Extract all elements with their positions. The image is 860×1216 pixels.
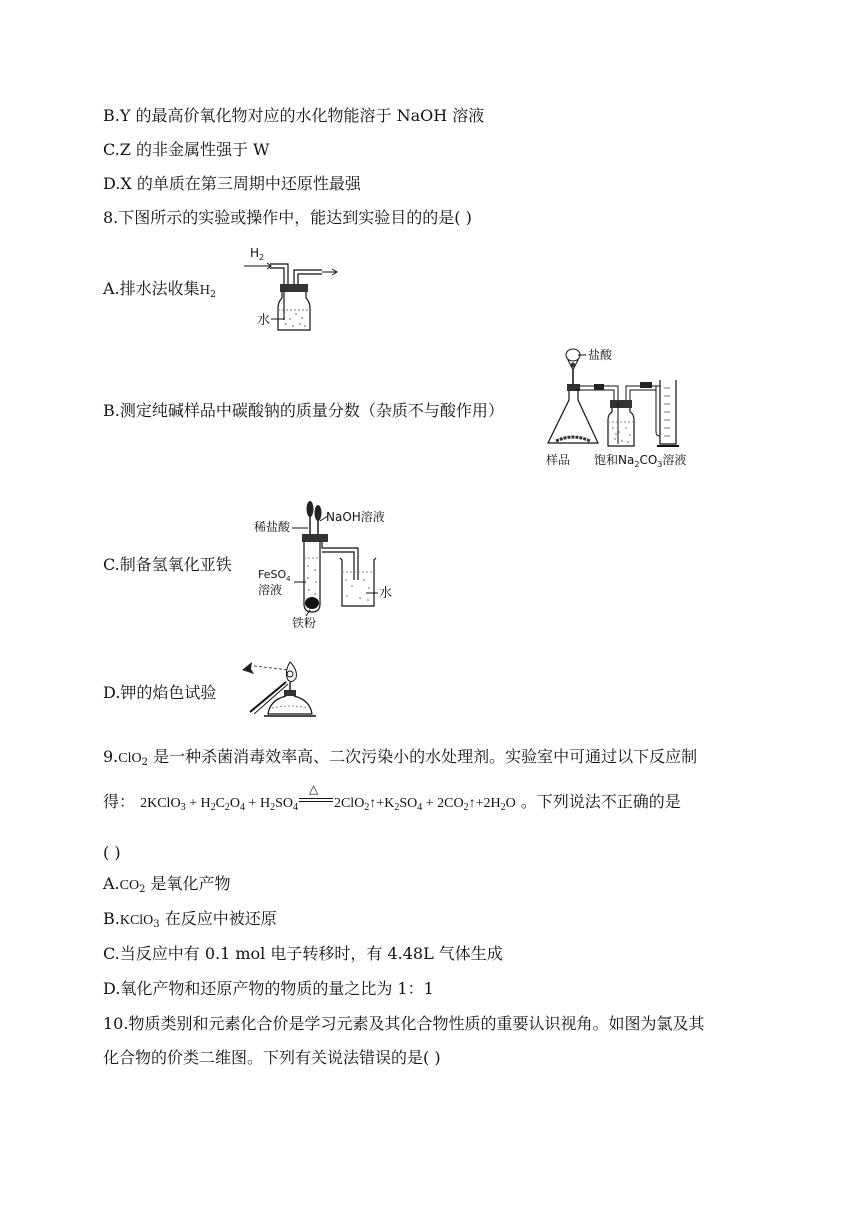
figure-b-solution-label: 饱和$Na_2CO_3$溶液	[594, 453, 687, 469]
figure-c-feso4-label: FeSO$_4$	[258, 568, 291, 583]
q7-option-c: C.Z 的非金属性强于 W	[103, 140, 270, 159]
figure-c-iron-label: 铁粉	[292, 616, 317, 630]
q9-option-c: C.当反应中有 0.1 mol 电子转移时，有 4.48L 气体生成	[103, 944, 503, 963]
q9-number: 9.	[103, 747, 119, 766]
q10-stem-line2: 化合物的价类二维图。下列有关说法错误的是( )	[103, 1048, 441, 1067]
q8-option-c: C.制备氢氧化亚铁	[103, 555, 232, 574]
q9-heat-sign	[299, 782, 333, 808]
q9-option-a: $A.CO_2$ 是氧化产物	[103, 874, 231, 895]
q7-option-b: B.Y 的最高价氧化物对应的水化物能溶于 NaOH 溶液	[103, 106, 485, 125]
figure-b-acid-label: 盐酸	[588, 348, 613, 362]
q9-de: 得：	[103, 792, 136, 811]
figure-d-flame-test	[240, 652, 330, 722]
q8-stem: 8.下图所示的实验或操作中，能达到实验目的的是( )	[103, 208, 472, 227]
q9-heat-triangle: △	[308, 782, 319, 796]
figure-c-solution-label: 溶液	[258, 583, 283, 597]
q8-option-a-h: H	[199, 283, 211, 297]
q9-equation-left: 2KClO$_3$ + $H_2C_2O_4 + H_2SO_4$	[140, 796, 298, 813]
figure-c-naoh-label: NaOH溶液	[326, 510, 385, 524]
q9-stem-tail: 。下列说法不正确的是	[515, 792, 681, 811]
figure-c-hcl-label: 稀盐酸	[254, 520, 291, 534]
figure-b-apparatus	[540, 340, 720, 474]
q8-option-d: D.钾的焰色试验	[103, 683, 217, 702]
q7-option-d: D.X 的单质在第三周期中还原性最强	[103, 174, 361, 193]
q10-stem-line1: 10.物质类别和元素化合价是学习元素及其化合物性质的重要认识视角。如图为氯及其	[103, 1014, 705, 1033]
q8-option-a	[103, 279, 216, 305]
figure-c-apparatus	[248, 496, 408, 632]
figure-b-sample-label: 样品	[546, 453, 571, 467]
q9-stem-text: 是一种杀菌消毒效率高、二次污染小的水处理剂。实验室中可通过以下反应制	[147, 747, 698, 766]
q8-option-a-text: A.排水法收集	[103, 279, 200, 298]
q9-clo2-sub: 2	[141, 757, 148, 768]
figure-a-h2-label: $H_2$	[250, 246, 265, 262]
q9-equation-right: $2ClO_2↑+K_2SO_4$ + $2CO_2↑+2H_2O$	[333, 796, 516, 813]
figure-c-water-label: 水	[379, 586, 393, 601]
q9-equation-line	[103, 782, 681, 818]
q9-option-d: D.氧化产物和还原产物的物质的量之比为 1：1	[103, 979, 434, 998]
q9-answer-paren: ( )	[103, 843, 121, 862]
q9-option-b: B.KClO$_3$ 在反应中被还原	[103, 909, 277, 930]
q8-option-a-sub: 2	[210, 290, 216, 300]
q8-option-b: B.测定纯碱样品中碳酸钠的质量分数（杂质不与酸作用）	[103, 401, 504, 420]
q9-clo2: ClO	[118, 751, 142, 766]
figure-a-water-label: 水	[257, 313, 271, 328]
q9-stem-line1	[103, 747, 697, 773]
figure-a-gas-bottle	[240, 240, 360, 335]
